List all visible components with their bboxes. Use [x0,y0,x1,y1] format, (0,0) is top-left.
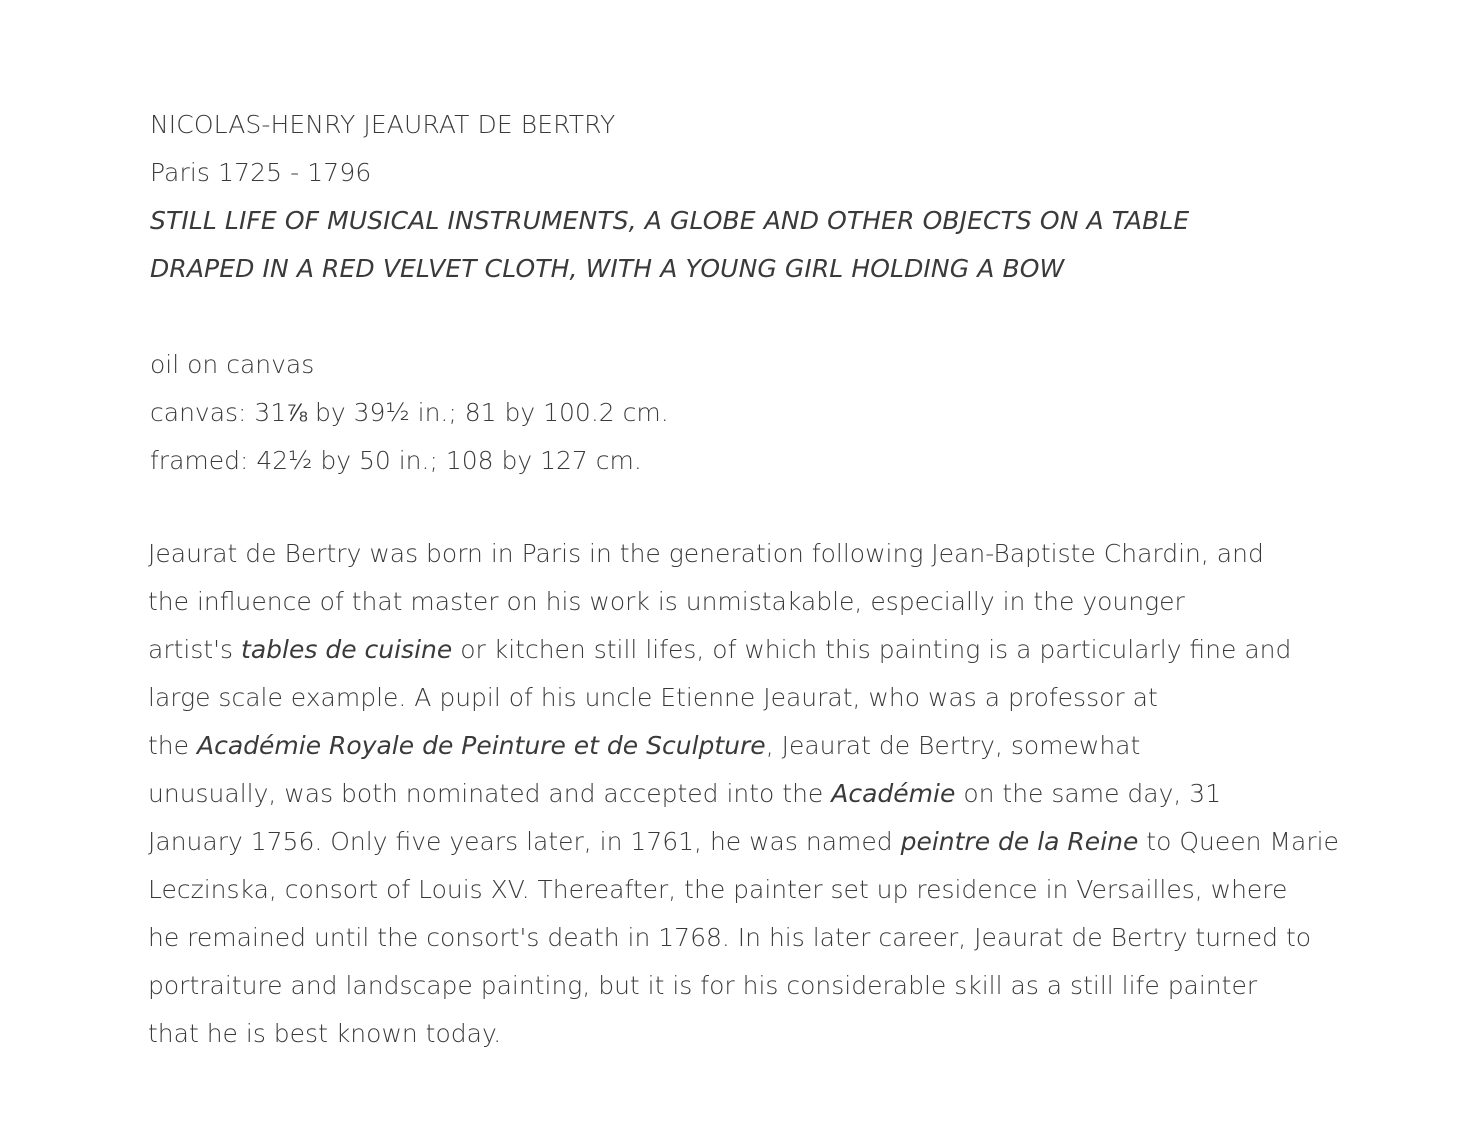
essay-text: January 1756. Only five years later, in 1761, he was named [148,827,901,856]
essay-line: Leczinska, consort of Louis XV. Thereafter, the painter set up residence in Versailles, where [148,875,1288,904]
essay-text: artist's [148,635,242,664]
essay-line: portraiture and landscape painting, but it is for his considerable skill as a still life painter [148,971,1258,1000]
framed-dimensions: framed: 42½ by 50 in.; 108 by 127 cm. [150,446,642,475]
essay-line: that he is best known today. [148,1019,502,1048]
essay-line [148,770,1358,818]
essay-line [148,722,1358,770]
essay-line: Jeaurat de Bertry was born in Paris in the generation following Jean-Baptiste Chardin, and [148,539,1264,568]
artwork-medium: oil on canvas [150,350,315,379]
essay-text: unusually, was both nominated and accepted into the [148,779,832,808]
canvas-dimensions: canvas: 31⅞ by 39½ in.; 81 by 100.2 cm. [150,398,669,427]
artwork-title-line-1: STILL LIFE OF MUSICAL INSTRUMENTS, A GLOBE AND OTHER OBJECTS ON A TABLE [150,206,1190,235]
essay-text: , Jeaurat de Bertry, somewhat [765,731,1141,760]
essay-text: to Queen Marie [1138,827,1339,856]
essay-line [148,818,1358,866]
artwork-details [150,341,1350,485]
artwork-title-line-2: DRAPED IN A RED VELVET CLOTH, WITH A YOUNG GIRL HOLDING A BOW [150,254,1065,283]
essay-text: or kitchen still lifes, of which this painting is a particularly fine and [452,635,1292,664]
essay-text: on the same day, 31 [955,779,1222,808]
essay-line [148,626,1358,674]
essay-line: the influence of that master on his work is unmistakable, especially in the younger [148,587,1185,616]
essay-italic-term: Académie Royale de Peinture et de Sculpture [196,731,766,760]
essay-italic-term: Académie [831,779,956,808]
artist-dates: Paris 1725 - 1796 [150,158,372,187]
essay-line: he remained until the consort's death in 1768. In his later career, Jeaurat de Bertry turned to [148,923,1312,952]
essay-italic-term: tables de cuisine [241,635,453,664]
catalogue-essay [148,530,1358,1058]
lot-header [150,101,1350,293]
essay-italic-term: peintre de la Reine [900,827,1139,856]
artist-name: NICOLAS-HENRY JEAURAT DE BERTRY [150,110,616,139]
essay-line: large scale example. A pupil of his uncle Etienne Jeaurat, who was a professor at [148,683,1158,712]
essay-text: the [148,731,197,760]
